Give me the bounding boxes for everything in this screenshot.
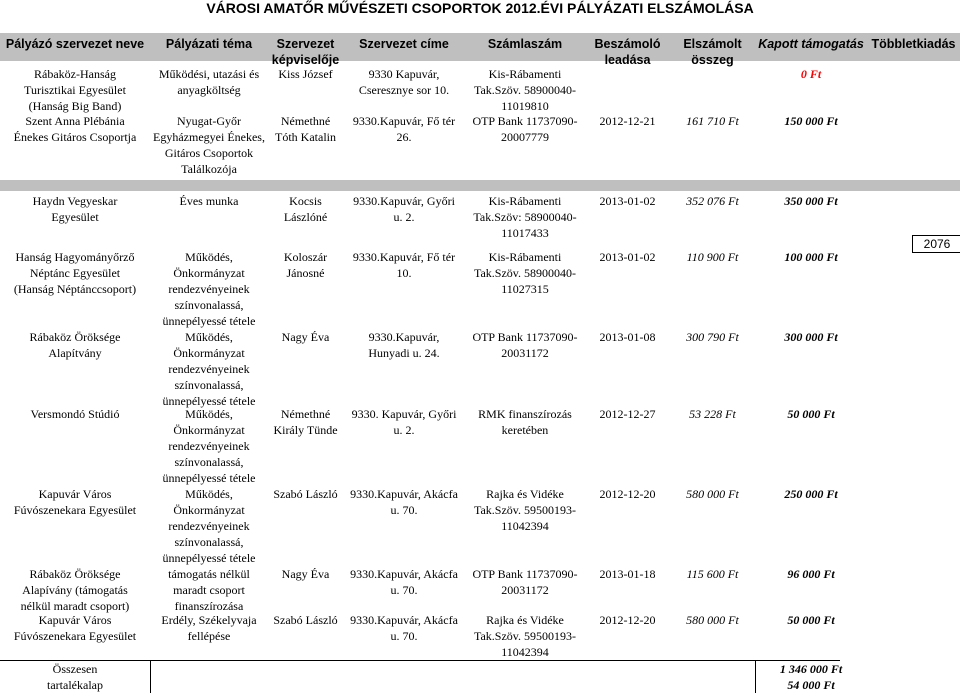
representative-line: Nagy Éva <box>281 330 330 344</box>
representative <box>268 66 343 82</box>
header-report <box>585 36 670 68</box>
topic-line: Találkozója <box>181 162 237 176</box>
representative-line: Lászlóné <box>283 210 328 224</box>
account-number <box>465 329 585 361</box>
topic-line: Önkormányzat <box>173 423 245 437</box>
topic-line: ünnepélyessé tétele <box>162 394 256 408</box>
org-name-line: Hanság Hagyományőrző <box>15 250 135 264</box>
report-date: 2012-12-21 <box>599 114 656 128</box>
address-line: u. 70. <box>390 503 418 517</box>
org-name-line: Turisztikai Egyesület <box>24 83 126 97</box>
topic-line: anyagköltség <box>177 83 241 97</box>
account-number <box>465 486 585 534</box>
account-number-line: RMK finanszírozás <box>478 407 572 421</box>
representative <box>268 193 343 225</box>
org-name-line: Néptánc Egyesület <box>29 266 121 280</box>
reserve-value: 54 000 Ft <box>787 678 835 692</box>
page-title: VÁROSI AMATŐR MŰVÉSZETI CSOPORTOK 2012.ÉVI PÁLYÁZATI ELSZÁMOLÁSA <box>206 0 754 16</box>
topic <box>150 486 268 566</box>
account-number-line: Kis-Rábamenti <box>488 194 562 208</box>
topic-line: támogatás nélkül <box>168 567 250 581</box>
representative <box>268 329 343 345</box>
header-settled <box>670 36 755 68</box>
settled-amount: 161 710 Ft <box>686 114 739 128</box>
account-number-line: Kis-Rábamenti <box>488 250 562 264</box>
topic-line: Önkormányzat <box>173 503 245 517</box>
account-number-line: Kis-Rábamenti <box>488 67 562 81</box>
address <box>343 249 465 281</box>
org-name-line: Fúvószenekara Egyesület <box>13 629 137 643</box>
account-number <box>465 406 585 438</box>
settled-amount: 352 076 Ft <box>686 194 739 208</box>
org-name <box>0 249 150 297</box>
topic <box>150 249 268 329</box>
address-line: 9330.Kapuvár, Fő tér <box>352 250 456 264</box>
topic-line: Önkormányzat <box>173 346 245 360</box>
account-number-line: OTP Bank 11737090- <box>472 114 578 128</box>
header-rep-line2: képviselője <box>271 53 340 67</box>
header-rep <box>268 36 343 68</box>
header-extra: Többletkiadás <box>871 37 956 51</box>
org-name <box>0 329 150 361</box>
address-line: 9330.Kapuvár, Akácfa <box>350 487 458 501</box>
org-name-line: nélkül maradt csoport) <box>20 599 130 613</box>
account-number-line: 11017433 <box>501 226 549 240</box>
header-org: Pályázó szervezet neve <box>5 37 145 51</box>
report-date: 2012-12-20 <box>599 613 656 627</box>
topic-line: színvonalassá, <box>174 298 244 312</box>
account-number <box>465 612 585 660</box>
org-name-line: Versmondó Stúdió <box>30 407 120 421</box>
org-name-line: Egyesület <box>51 210 99 224</box>
topic <box>150 329 268 409</box>
topic-line: Önkormányzat <box>173 266 245 280</box>
address <box>343 612 465 644</box>
topic <box>150 113 268 177</box>
org-name-line: Alapítvány <box>48 346 102 360</box>
org-name-line: Szent Anna Plébánia <box>25 114 125 128</box>
org-name-line: Alapívány (támogatás <box>22 583 128 597</box>
topic-line: Nyugat-Győr <box>177 114 241 128</box>
topic-line: Működés, <box>185 487 233 501</box>
topic-line: maradt csoport <box>173 583 245 597</box>
representative-line: Némethné <box>280 114 331 128</box>
address-line: 9330. Kapuvár, Győri <box>351 407 457 421</box>
totals-value: 1 346 000 Ft <box>779 662 843 676</box>
report-date: 2012-12-20 <box>599 487 656 501</box>
topic-line: ünnepélyessé tétele <box>162 551 256 565</box>
account-number-line: Rajka és Vidéke <box>486 613 564 627</box>
settled-amount: 300 790 Ft <box>686 330 739 344</box>
topic-line: Működési, utazási és <box>158 67 260 81</box>
representative-line: Szabó László <box>273 613 338 627</box>
address-line: 9330.Kapuvár, <box>368 330 440 344</box>
report-date: 2013-01-02 <box>599 250 656 264</box>
header-settled-line2: összeg <box>691 53 734 67</box>
topic-line: rendezvényeinek <box>168 439 250 453</box>
org-name <box>0 486 150 518</box>
org-name-line: Kapuvár Város <box>38 613 112 627</box>
header-address: Szervezet címe <box>359 37 449 51</box>
representative-line: Nagy Éva <box>281 567 330 581</box>
org-name-line: Haydn Vegyeskar <box>32 194 118 208</box>
representative <box>268 249 343 281</box>
topic <box>150 612 268 644</box>
address <box>343 486 465 518</box>
topic-line: Egyházmegyei Énekes, <box>153 130 265 144</box>
topic-line: ünnepélyessé tétele <box>162 314 256 328</box>
granted-amount: 250 000 Ft <box>784 487 838 501</box>
account-number-line: Tak.Szöv. 59500193- <box>473 503 577 517</box>
org-name <box>0 566 150 614</box>
address-line: 26. <box>396 130 412 144</box>
account-number <box>465 249 585 297</box>
topic <box>150 566 268 614</box>
topic-line: finanszírozása <box>174 599 244 613</box>
representative-line: Jánosné <box>286 266 325 280</box>
org-name <box>0 612 150 644</box>
topic-line: rendezvényeinek <box>168 519 250 533</box>
address <box>343 406 465 438</box>
header-granted: Kapott támogatás <box>758 37 864 51</box>
header-report-line1: Beszámoló <box>594 37 661 51</box>
header-rep-line1: Szervezet <box>276 37 335 51</box>
address <box>343 566 465 598</box>
account-number-line: 11019810 <box>501 99 549 113</box>
topic-line: színvonalassá, <box>174 455 244 469</box>
representative-line: Kiss József <box>278 67 333 81</box>
topic-line: fellépése <box>187 629 231 643</box>
org-name-line: Rábaköz-Hanság <box>34 67 116 81</box>
address-line: 9330.Kapuvár, Győri <box>353 194 455 208</box>
representative-line: Király Tünde <box>273 423 338 437</box>
account-number-line: 20031172 <box>501 346 549 360</box>
topic-line: Gitáros Csoportok <box>164 146 254 160</box>
header-account: Számlaszám <box>487 37 563 51</box>
account-number <box>465 113 585 145</box>
side-number-box: 2076 <box>912 235 960 253</box>
representative-line: Némethné <box>280 407 331 421</box>
address-line: 10. <box>396 266 412 280</box>
account-number-line: OTP Bank 11737090- <box>472 330 578 344</box>
address-line: 9330.Kapuvár, Akácfa <box>350 567 458 581</box>
org-name-line: Kapuvár Város <box>38 487 112 501</box>
account-number-line: keretében <box>501 423 549 437</box>
account-number-line: OTP Bank 11737090- <box>472 567 578 581</box>
org-name <box>0 406 150 422</box>
settled-amount: 110 900 Ft <box>686 250 739 264</box>
representative-line: Kocsis <box>289 194 322 208</box>
account-number-line: 11027315 <box>501 282 549 296</box>
report-date: 2013-01-08 <box>599 330 656 344</box>
granted-amount: 50 000 Ft <box>787 613 835 627</box>
org-name-line: (Hanság Néptánccsoport) <box>13 282 137 296</box>
topic <box>150 66 268 98</box>
account-number <box>465 566 585 598</box>
account-number-line: 20031172 <box>501 583 549 597</box>
address-line: u. 2. <box>393 423 415 437</box>
header-report-line2: leadása <box>604 53 651 67</box>
report-date: 2012-12-27 <box>599 407 656 421</box>
topic-line: rendezvényeinek <box>168 282 250 296</box>
settled-amount: 53 228 Ft <box>689 407 736 421</box>
org-name <box>0 66 150 114</box>
report-date: 2013-01-18 <box>599 567 656 581</box>
org-name-line: Rábaköz Öröksége <box>29 567 121 581</box>
representative <box>268 566 343 582</box>
section-separator <box>0 180 960 191</box>
account-number-line: 11042394 <box>501 645 549 659</box>
settled-amount: 115 600 Ft <box>686 567 739 581</box>
report-date: 2013-01-02 <box>599 194 656 208</box>
address-line: 9330 Kapuvár, <box>368 67 440 81</box>
account-number-line: Tak.Szöv. 58900040- <box>473 83 577 97</box>
topic-line: rendezvényeinek <box>168 362 250 376</box>
address-line: 9330.Kapuvár, Akácfa <box>350 613 458 627</box>
topic-line: Éves munka <box>179 194 239 208</box>
address-line: 9330.Kapuvár, Fő tér <box>352 114 456 128</box>
header-settled-line1: Elszámolt <box>683 37 742 51</box>
representative-line: Tóth Katalin <box>275 130 336 144</box>
granted-amount: 350 000 Ft <box>784 194 838 208</box>
totals-label: Összesen <box>52 662 98 676</box>
totals-vline-left <box>150 660 151 693</box>
topic-line: színvonalassá, <box>174 378 244 392</box>
account-number-line: Tak.Szöv: 58900040- <box>473 210 577 224</box>
account-number-line: Tak.Szöv. 59500193- <box>473 629 577 643</box>
representative <box>268 486 343 502</box>
org-name-line: (Hanság Big Band) <box>28 99 122 113</box>
account-number-line: 11042394 <box>501 519 549 533</box>
representative <box>268 113 343 145</box>
granted-amount: 300 000 Ft <box>784 330 838 344</box>
account-number-line: Rajka és Vidéke <box>486 487 564 501</box>
settled-amount: 580 000 Ft <box>686 487 739 501</box>
address <box>343 66 465 98</box>
org-name <box>0 193 150 225</box>
granted-amount: 0 Ft <box>800 67 822 81</box>
topic-line: Működés, <box>185 330 233 344</box>
address-line: Cseresznye sor 10. <box>358 83 450 97</box>
org-name-line: Fúvószenekara Egyesület <box>13 503 137 517</box>
header-topic: Pályázati téma <box>165 37 253 51</box>
settled-amount: 580 000 Ft <box>686 613 739 627</box>
totals-labels <box>0 661 150 693</box>
representative-line: Szabó László <box>273 487 338 501</box>
address-line: u. 70. <box>390 583 418 597</box>
address <box>343 113 465 145</box>
account-number <box>465 193 585 241</box>
granted-amount: 50 000 Ft <box>787 407 835 421</box>
account-number <box>465 66 585 114</box>
granted-amount: 150 000 Ft <box>784 114 838 128</box>
address <box>343 329 465 361</box>
org-name <box>0 113 150 145</box>
address <box>343 193 465 225</box>
org-name-line: Rábaköz Öröksége <box>29 330 121 344</box>
representative <box>268 612 343 628</box>
granted-amount: 100 000 Ft <box>784 250 838 264</box>
address-line: u. 70. <box>390 629 418 643</box>
account-number-line: 20007779 <box>501 130 549 144</box>
granted-amount: 96 000 Ft <box>787 567 835 581</box>
topic <box>150 406 268 486</box>
topic-line: Működés, <box>185 407 233 421</box>
topic-line: Működés, <box>185 250 233 264</box>
representative <box>268 406 343 438</box>
address-line: Hunyadi u. 24. <box>368 346 440 360</box>
address-line: u. 2. <box>393 210 415 224</box>
topic-line: színvonalassá, <box>174 535 244 549</box>
topic <box>150 193 268 209</box>
representative-line: Koloszár <box>283 250 328 264</box>
org-name-line: Énekes Gitáros Csoportja <box>13 130 137 144</box>
totals-values <box>755 661 867 693</box>
topic-line: Erdély, Székelyvaja <box>161 613 257 627</box>
account-number-line: Tak.Szöv. 58900040- <box>473 266 577 280</box>
reserve-label: tartalékalap <box>47 678 103 692</box>
topic-line: ünnepélyessé tétele <box>162 471 256 485</box>
